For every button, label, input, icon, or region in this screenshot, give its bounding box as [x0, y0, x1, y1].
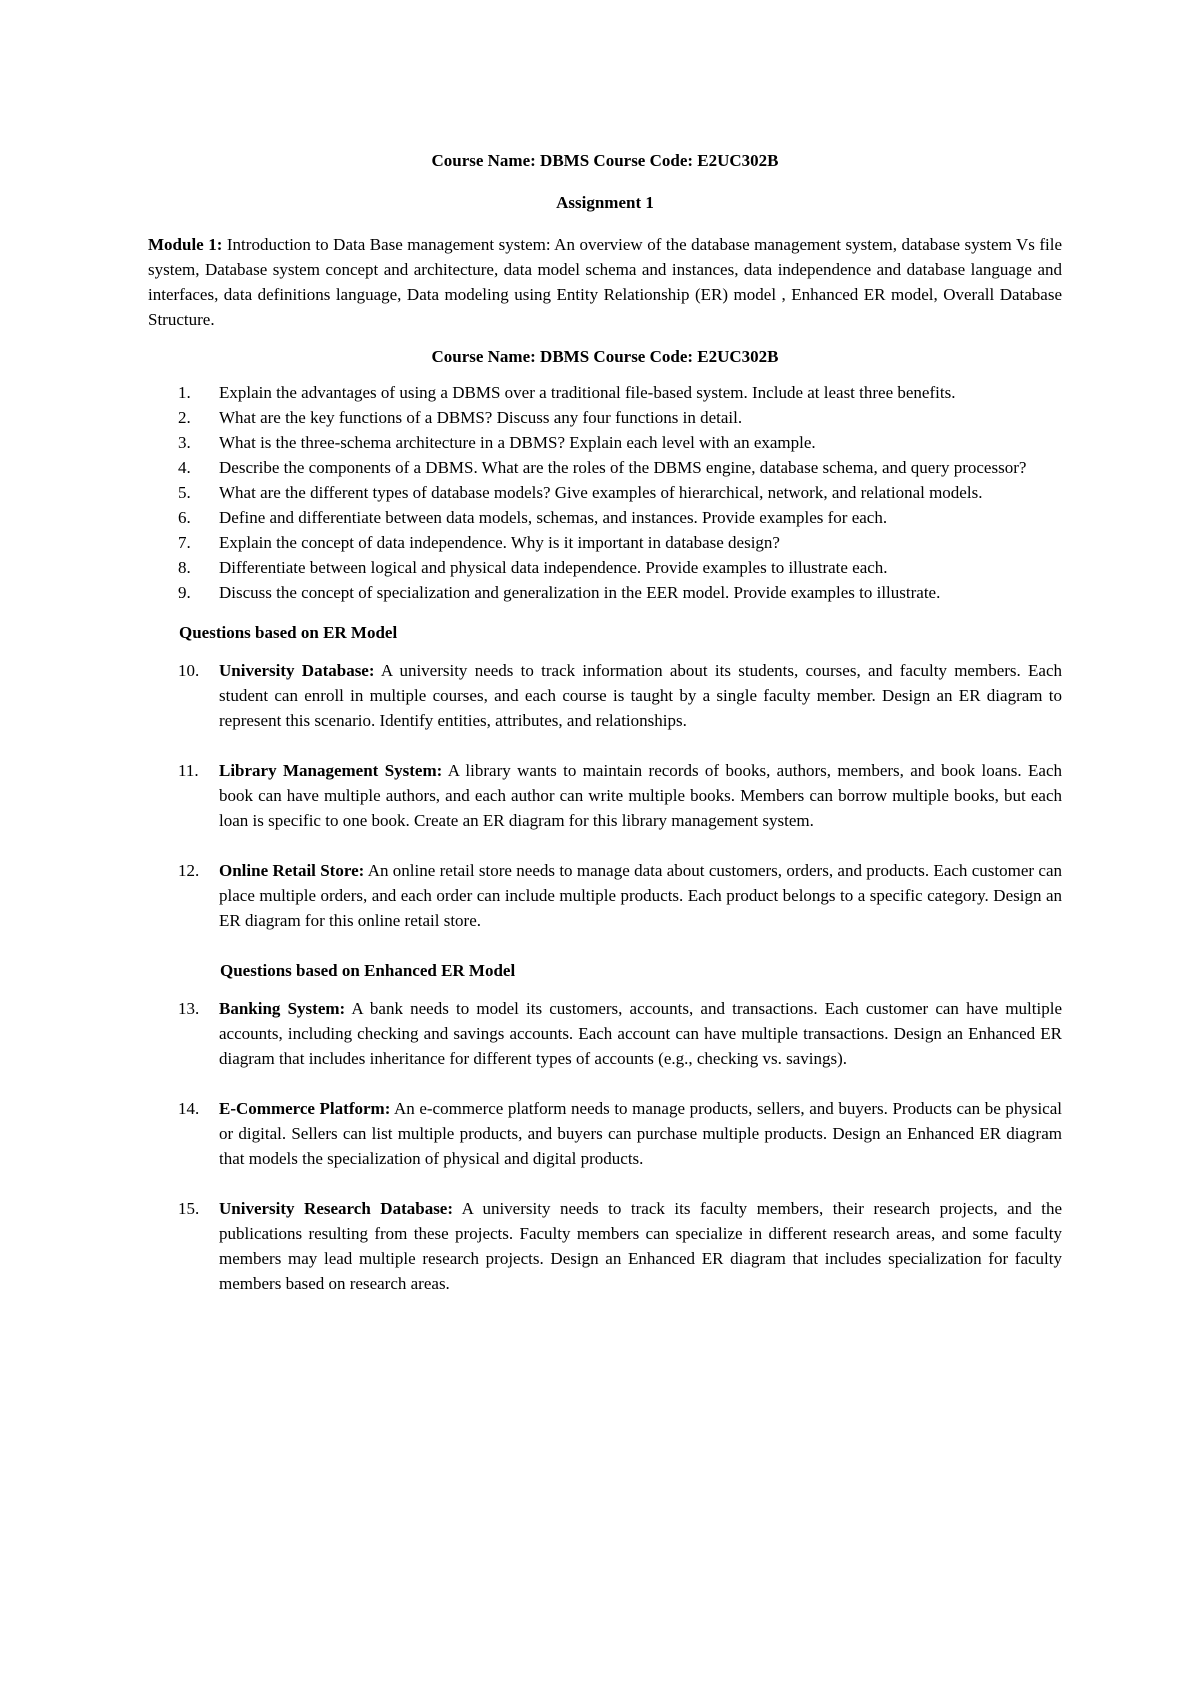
question-text: Explain the advantages of using a DBMS over a traditional file-based system. Include at least three benefits.	[219, 383, 956, 402]
question-item	[148, 580, 1062, 605]
question-number: 6.	[178, 508, 191, 527]
eer-question-item	[148, 1196, 1062, 1296]
er-question-item	[148, 758, 1062, 833]
question-title: Banking System:	[219, 999, 346, 1018]
question-number: 10.	[178, 661, 200, 680]
question-number: 14.	[178, 1099, 200, 1118]
question-item	[148, 455, 1062, 480]
question-number: 13.	[178, 999, 200, 1018]
question-item	[148, 480, 1062, 505]
question-text: A bank needs to model its customers, accounts, and transactions. Each customer can have multiple accounts, including checking and savings accounts. Each account can have multiple transactions. Design an Enhanced ER diagram that includes inheritance for different types of accounts (e.g., checking vs. savings).	[219, 999, 1062, 1068]
question-number: 4.	[178, 458, 191, 477]
question-text: A library wants to maintain records of books, authors, members, and book loans. Each book can have multiple authors, and each author can write multiple books. Members can borrow multiple books, but each loan is specific to one book. Create an ER diagram for this library management system.	[219, 761, 1062, 830]
course-title: Course Name: DBMS Course Code: E2UC302B	[431, 151, 779, 170]
question-text: What are the key functions of a DBMS? Discuss any four functions in detail.	[219, 408, 743, 427]
question-text: An online retail store needs to manage data about customers, orders, and products. Each customer can place multiple orders, and each order can include multiple products. Each product belongs to a specific category. Design an ER diagram for this online retail store.	[219, 861, 1062, 930]
er-questions-list	[148, 658, 1062, 933]
eer-question-item	[148, 996, 1062, 1071]
er-section-heading: Questions based on ER Model	[179, 623, 398, 642]
question-item	[148, 405, 1062, 430]
er-question-item	[148, 658, 1062, 733]
question-title: Library Management System:	[219, 761, 443, 780]
question-number: 5.	[178, 483, 191, 502]
question-item	[148, 555, 1062, 580]
course-title-repeat: Course Name: DBMS Course Code: E2UC302B	[431, 347, 779, 366]
question-item	[148, 530, 1062, 555]
question-number: 11.	[178, 761, 199, 780]
er-question-item	[148, 858, 1062, 933]
question-text: A university needs to track its faculty members, their research projects, and the publications resulting from these projects. Faculty members can specialize in different research areas, and some faculty members may lead multiple research projects. Design an Enhanced ER diagram that includes specialization for faculty members based on research areas.	[219, 1199, 1062, 1293]
question-number: 15.	[178, 1199, 200, 1218]
question-text: What is the three-schema architecture in a DBMS? Explain each level with an example.	[219, 433, 816, 452]
eer-section-heading: Questions based on Enhanced ER Model	[220, 961, 516, 980]
document-content	[148, 148, 1062, 1296]
question-number: 7.	[178, 533, 191, 552]
question-item	[148, 505, 1062, 530]
question-text: Explain the concept of data independence. Why is it important in database design?	[219, 533, 780, 552]
question-text: Describe the components of a DBMS. What are the roles of the DBMS engine, database schema, and query processor?	[219, 458, 1027, 477]
question-text: Differentiate between logical and physical data independence. Provide examples to illustrate each.	[219, 558, 888, 577]
question-number: 12.	[178, 861, 200, 880]
eer-questions-list	[148, 996, 1062, 1296]
module-description	[148, 232, 1062, 332]
question-text: What are the different types of database models? Give examples of hierarchical, network, and relational models.	[219, 483, 983, 502]
question-title: Online Retail Store:	[219, 861, 365, 880]
question-number: 2.	[178, 408, 191, 427]
question-number: 3.	[178, 433, 191, 452]
eer-question-item	[148, 1096, 1062, 1171]
question-item	[148, 380, 1062, 405]
question-number: 9.	[178, 583, 191, 602]
question-item	[148, 430, 1062, 455]
question-title: University Research Database:	[219, 1199, 454, 1218]
question-text: A university needs to track information about its students, courses, and faculty members. Each student can enroll in multiple courses, and each course is taught by a single faculty member. Design an ER diagram to represent this scenario. Identify entities, attributes, and relationships.	[219, 661, 1062, 730]
module-text: Introduction to Data Base management system: An overview of the database management system, database system Vs file system, Database system concept and architecture, data model schema and instances, data independence and database language and interfaces, data definitions language, Data modeling using Entity Relationship (ER) model , Enhanced ER model, Overall Database Structure.	[148, 235, 1062, 329]
question-number: 1.	[178, 383, 191, 402]
module-label: Module 1:	[148, 235, 223, 254]
general-questions-list	[148, 380, 1062, 605]
question-text: Discuss the concept of specialization and generalization in the EER model. Provide examples to illustrate.	[219, 583, 941, 602]
question-title: University Database:	[219, 661, 375, 680]
assignment-title: Assignment 1	[556, 193, 654, 212]
question-text: An e-commerce platform needs to manage products, sellers, and buyers. Products can be physical or digital. Sellers can list multiple products, and buyers can purchase multiple products. Design an Enhanced ER diagram that models the specialization of physical and digital products.	[219, 1099, 1062, 1168]
question-number: 8.	[178, 558, 191, 577]
question-text: Define and differentiate between data models, schemas, and instances. Provide examples for each.	[219, 508, 888, 527]
question-title: E-Commerce Platform:	[219, 1099, 391, 1118]
